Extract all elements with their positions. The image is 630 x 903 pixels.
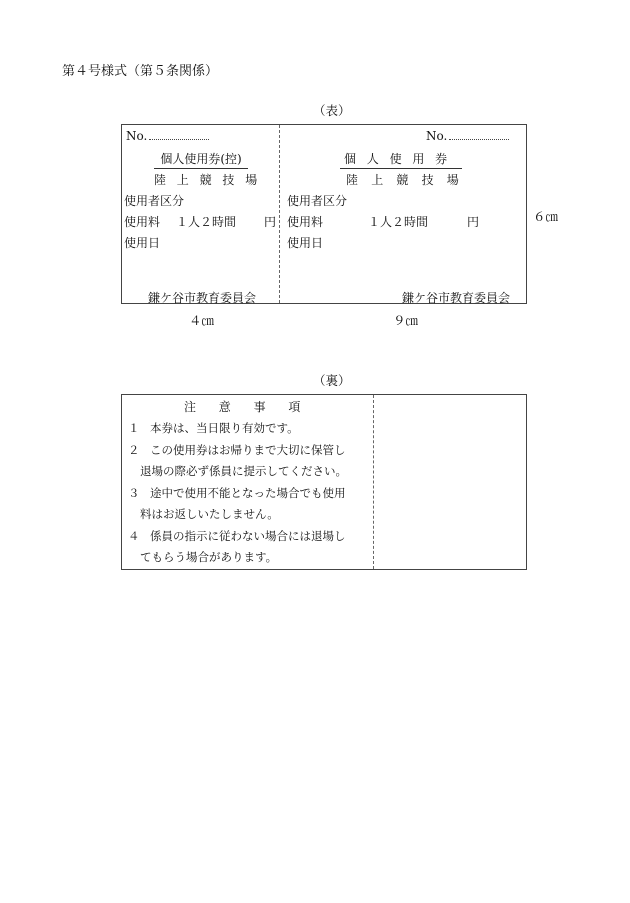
stub-no-blank: [149, 130, 209, 140]
back-side-label: （裏）: [313, 373, 351, 388]
stub-number: [126, 129, 209, 143]
stub-use-date: 使用日: [124, 236, 161, 250]
note-4-number: ４: [128, 529, 140, 543]
ticket-user-category: 使用者区分: [287, 194, 348, 208]
notes-heading: 注意事項: [184, 400, 324, 414]
stub-fee-label: 使用料: [124, 215, 161, 229]
note-1-line-1: 本券は、当日限り有効です。: [150, 421, 299, 435]
ticket-issuer: 鎌ケ谷市教育委員会: [402, 291, 511, 305]
note-2-line-2: 退場の際必ず係員に提示してください。: [140, 464, 347, 478]
note-4-line-1: 係員の指示に従わない場合には退場し: [150, 529, 346, 543]
stub-title: 個人使用券(控): [154, 150, 248, 169]
ticket-no-blank: [449, 130, 509, 140]
ticket-use-date: 使用日: [287, 236, 324, 250]
front-side-label: （表）: [313, 103, 351, 118]
ticket-yen: 円: [467, 215, 480, 229]
ticket-title-text: 個人使用券: [343, 152, 458, 166]
note-2-line-1: この使用券はお帰りまで大切に保管し: [150, 443, 346, 457]
ticket-fee-unit: １人２時間: [368, 215, 429, 229]
stub-no-label: No.: [126, 129, 148, 143]
stub-venue: 陸上競技場: [154, 173, 269, 187]
ticket-fee-label: 使用料: [287, 215, 324, 229]
stub-yen: 円: [264, 215, 277, 229]
height-dimension: ６㎝: [533, 209, 559, 224]
stub-issuer: 鎌ケ谷市教育委員会: [148, 291, 257, 305]
ticket-number: [426, 129, 509, 143]
stub-user-category: 使用者区分: [124, 194, 185, 208]
ticket-width-dimension: ９㎝: [393, 313, 419, 328]
ticket-front: [121, 124, 527, 304]
ticket-back: [121, 394, 527, 570]
stub-width-dimension: ４㎝: [189, 313, 215, 328]
perforation-line: [279, 125, 280, 303]
note-2-number: ２: [128, 443, 140, 457]
ticket-title: [340, 150, 462, 169]
note-1-number: １: [128, 421, 140, 435]
ticket-no-label: No.: [426, 129, 448, 143]
form-title: 第４号様式（第５条関係）: [62, 64, 219, 79]
note-3-line-1: 途中で使用不能となった場合でも使用: [150, 486, 346, 500]
note-4-line-2: てもらう場合があります。: [140, 550, 278, 564]
back-perforation-line: [373, 395, 374, 569]
stub-fee-unit: １人２時間: [176, 215, 237, 229]
note-3-line-2: 料はお返しいたしません。: [140, 507, 279, 521]
ticket-venue: 陸上競技場: [346, 173, 473, 187]
note-3-number: ３: [128, 486, 140, 500]
